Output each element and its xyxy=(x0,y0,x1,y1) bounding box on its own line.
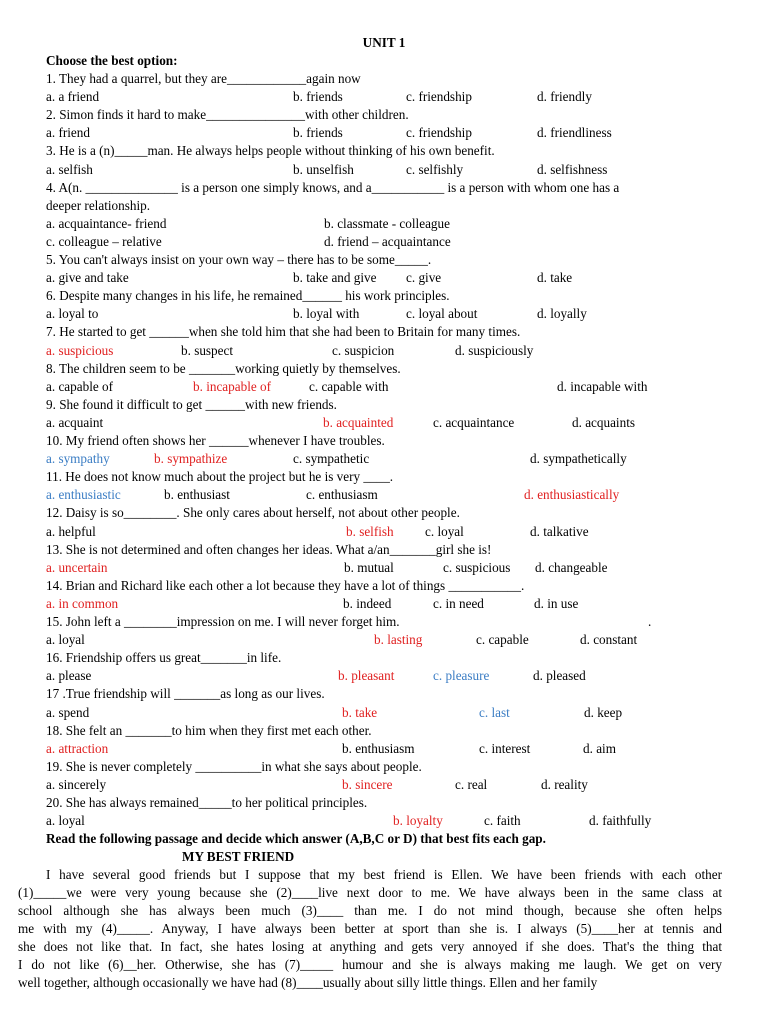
answer-option: a. selfish xyxy=(46,161,93,177)
answer-option: c. friendship xyxy=(406,125,472,141)
question-text: 10. My friend often shows her ______whenever I have troubles. xyxy=(46,433,385,448)
answer-option: b. mutual xyxy=(344,559,394,575)
answer-option: a. uncertain xyxy=(46,559,108,575)
answer-option: a. enthusiastic xyxy=(46,487,121,503)
answer-option: d. acquaints xyxy=(572,414,635,430)
answer-option: c. capable with xyxy=(309,378,389,394)
question-text: 5. You can't always insist on your own way – there has to be some_____. xyxy=(46,252,432,267)
answer-option: a. attraction xyxy=(46,740,109,756)
answer-option: b. incapable of xyxy=(193,378,271,394)
answer-option: c. suspicion xyxy=(332,342,395,358)
answer-option: c. friendship xyxy=(406,89,472,105)
answer-option: c. faith xyxy=(484,813,521,829)
answer-option: b. suspect xyxy=(181,342,234,358)
passage-line: I do not like (6)__her. Otherwise, she has (7)_____ humour and she is always making me laugh. We get on very xyxy=(18,957,722,973)
question-text: 12. Daisy is so________. She only cares about herself, not about other people. xyxy=(46,505,460,521)
answer-option: b. pleasant xyxy=(338,668,395,684)
question-text: 9. She found it difficult to get ______with new friends. xyxy=(46,396,337,412)
answer-option: b. indeed xyxy=(343,595,392,611)
passage-line: (1)_____we were very young because she (2)____live next door to me. We have always been in the same class at xyxy=(18,885,722,901)
question-text-continued: deeper relationship. xyxy=(46,197,150,213)
question-text: 8. The children seem to be _______working quietly by themselves. xyxy=(46,360,401,376)
answer-option: d. suspiciously xyxy=(455,342,534,358)
answer-option: d. friendliness xyxy=(537,125,612,141)
question-text: 16. Friendship offers us great_______in life. xyxy=(46,650,282,666)
answer-option: d. constant xyxy=(580,632,638,648)
question-text: 4. A(n. ______________ is a person one simply knows, and a___________ is a person with whom one has a xyxy=(46,179,620,195)
stray-period: . xyxy=(648,614,652,629)
question-text: 13. She is not determined and often changes her ideas. What a/an_______girl she is! xyxy=(46,541,492,557)
answer-option: a. loyal xyxy=(46,632,85,648)
passage-title: MY BEST FRIEND xyxy=(182,849,295,865)
answer-option: c. selfishly xyxy=(406,161,464,177)
answer-option: b. sincere xyxy=(342,776,393,792)
answer-option: b. sympathize xyxy=(154,451,228,467)
question-text: 7. He started to get ______when she told him that she had been to Britain for many times. xyxy=(46,324,521,340)
answer-option: a. acquaintance- friend xyxy=(46,215,167,231)
answer-option: d. keep xyxy=(584,704,623,720)
answer-option: d. loyally xyxy=(537,306,587,322)
answer-option: d. enthusiastically xyxy=(524,487,620,503)
answer-option: a. spend xyxy=(46,704,90,720)
answer-option: d. changeable xyxy=(535,559,608,575)
answer-option: c. sympathetic xyxy=(293,451,370,467)
answer-option: b. loyal with xyxy=(293,306,360,322)
answer-option: a. helpful xyxy=(46,523,96,539)
answer-option: c. loyal about xyxy=(406,306,478,322)
answer-option: b. enthusiasm xyxy=(342,740,415,756)
answer-option: c. suspicious xyxy=(443,559,511,575)
answer-option: c. pleasure xyxy=(433,668,490,684)
answer-option: c. interest xyxy=(479,740,531,756)
answer-option: c. give xyxy=(406,270,442,286)
question-text: 11. He does not know much about the project but he is very ____. xyxy=(46,469,394,485)
question-text: 1. They had a quarrel, but they are____________again now xyxy=(46,71,361,86)
answer-option: c. colleague – relative xyxy=(46,233,162,249)
answer-option: a. suspicious xyxy=(46,342,114,358)
answer-option: b. take xyxy=(342,704,378,720)
answer-option: d. talkative xyxy=(530,523,589,539)
answer-option: b. friends xyxy=(293,125,343,141)
answer-option: a. a friend xyxy=(46,89,100,105)
answer-option: c. acquaintance xyxy=(433,414,515,430)
passage-line: school although she has always been much (3)____ than me. I do not mind though, because she often helps xyxy=(18,903,722,919)
answer-option: c. enthusiasm xyxy=(306,487,378,503)
question-text: 20. She has always remained_____to her political principles. xyxy=(46,795,368,810)
answer-option: b. unselfish xyxy=(293,161,354,177)
answer-option: c. last xyxy=(479,704,510,720)
answer-option: d. selfishness xyxy=(537,161,608,177)
question-text: 17 .True friendship will _______as long as our lives. xyxy=(46,686,325,702)
answer-option: a. give and take xyxy=(46,270,129,286)
answer-option: c. in need xyxy=(433,595,484,611)
answer-option: d. reality xyxy=(541,776,588,792)
answer-option: a. please xyxy=(46,668,92,684)
answer-option: a. in common xyxy=(46,595,119,611)
answer-option: d. pleased xyxy=(533,668,586,684)
passage-instruction: Read the following passage and decide which answer (A,B,C or D) that best fits each gap. xyxy=(46,831,546,847)
answer-option: b. classmate - colleague xyxy=(324,215,450,231)
answer-option: b. selfish xyxy=(346,523,394,539)
answer-option: a. capable of xyxy=(46,378,113,394)
answer-option: d. in use xyxy=(534,595,579,611)
answer-option: d. sympathetically xyxy=(530,451,627,467)
question-text: 2. Simon finds it hard to make_______________with other children. xyxy=(46,107,409,123)
answer-option: b. enthusiast xyxy=(164,487,230,503)
answer-option: b. take and give xyxy=(293,270,377,286)
answer-option: c. capable xyxy=(476,632,529,648)
answer-option: b. loyalty xyxy=(393,813,443,829)
unit-title: UNIT 1 xyxy=(362,35,406,50)
answer-option: b. friends xyxy=(293,89,343,105)
passage-line: me with my (4)_____. Anyway, I have always been better at sport than she is. I always (5)____her at tennis and xyxy=(18,921,722,937)
answer-option: a. loyal to xyxy=(46,306,99,322)
answer-option: d. incapable with xyxy=(557,378,648,394)
answer-option: d. aim xyxy=(583,740,616,756)
question-text: 14. Brian and Richard like each other a lot because they have a lot of things ___________. xyxy=(46,577,525,593)
answer-option: c. real xyxy=(455,776,488,792)
passage-body xyxy=(18,866,722,992)
answer-option: c. loyal xyxy=(425,523,464,539)
question-text: 6. Despite many changes in his life, he remained______ his work principles. xyxy=(46,288,450,304)
answer-option: d. take xyxy=(537,270,573,286)
question-text: 18. She felt an _______to him when they first met each other. xyxy=(46,722,372,738)
instruction: Choose the best option: xyxy=(46,53,178,68)
answer-option: a. sympathy xyxy=(46,451,110,467)
answer-option: b. acquainted xyxy=(323,414,394,430)
passage-line: well together, although occasionally we have had (8)____usually about silly little things. Ellen and her family xyxy=(18,975,598,991)
answer-option: d. faithfully xyxy=(589,813,652,829)
passage-line: she does not like that. In fact, she hates losing at anything and gets very annoyed if she does. That's the thing that xyxy=(18,939,722,955)
passage-line: I have several good friends but I suppose that my best friend is Ellen. We have been friends with each other xyxy=(46,867,722,883)
answer-option: a. friend xyxy=(46,125,90,141)
answer-option: a. sincerely xyxy=(46,776,107,792)
answer-option: d. friendly xyxy=(537,89,592,105)
answer-option: d. friend – acquaintance xyxy=(324,233,451,249)
answer-option: a. acquaint xyxy=(46,414,104,430)
answer-option: b. lasting xyxy=(374,632,423,648)
question-text: 19. She is never completely __________in what she says about people. xyxy=(46,758,422,774)
question-text: 15. John left a ________impression on me. I will never forget him. xyxy=(46,614,400,629)
question-text: 3. He is a (n)_____man. He always helps people without thinking of his own benefit. xyxy=(46,143,495,159)
answer-option: a. loyal xyxy=(46,813,85,829)
